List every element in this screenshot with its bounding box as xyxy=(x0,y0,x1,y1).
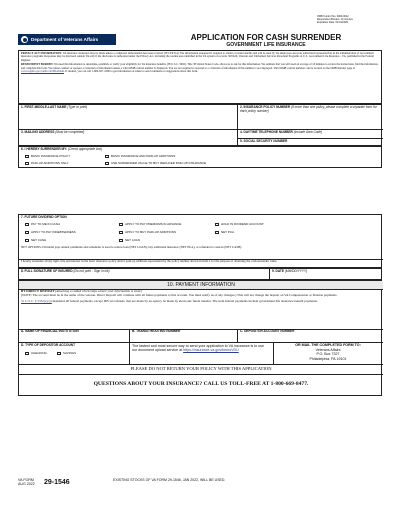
identity-section xyxy=(18,104,382,146)
burden-title: RESPONDENT BURDEN: xyxy=(21,63,54,67)
law-link[interactable]: 31 U.S.C. § 3332(e)-(i) xyxy=(21,298,52,303)
privacy-text: VA insurance deduction may be made unless a completed authorization has been received (38 CFR 8.4). The information requested is required to obtain or retain benefits and will be used by VA employees and your authorized representatives in the administration of Government insurance programs. Responses may be disclosed outside VA only if the disclosure is authorized under the Privacy Act, including the routine uses identified in the VA system of records, 36VA29, Veterans and Uniformed Services Personnel Programs of U.S. Government Life Insurance - VA, published in the Federal Register. xyxy=(21,52,374,62)
bank-name-field[interactable]: A. NAME OF FINANCIAL INSTITUTION xyxy=(21,329,79,333)
form-title: APPLICATION FOR CASH SURRENDER xyxy=(190,33,342,42)
upload-link[interactable]: https://insurance.va.gov/formsVDU xyxy=(183,348,239,353)
direct-deposit-block xyxy=(21,290,379,304)
checkbox[interactable] xyxy=(25,162,29,165)
section7-label: 7. FUTURE DIVIDEND OPTION xyxy=(21,215,67,219)
mail-line-2: P.O. Box 7327 xyxy=(316,352,340,357)
div-option-paid-up[interactable]: APPLY TO BUY PAID-UP ADDITIONS xyxy=(119,230,176,234)
burden-text: We need this information to determine, establish, or verify your eligibility for VA insurance benefits (38 U.S.C. 5902). Title 38 United States Code, allows us to ask for this information. We estimate that you will need an average of 10 minutes to review the instructions, find the information, and complete this form. VA cannot conduct or sponsor a collection of information unless a valid OMB control number is displayed. You are not required to respond to a collection of information if this number is not displayed. Valid OMB control numbers can be located on the OMB Internet page at xyxy=(21,63,379,70)
notices-box xyxy=(18,50,382,104)
ssn-field[interactable]: 5. SOCIAL SECURITY NUMBER xyxy=(240,139,288,143)
div-option-net-loan[interactable]: NET LOAN xyxy=(119,238,140,242)
checkbox[interactable] xyxy=(215,223,219,226)
section6-label: 6. I HEREBY SURRENDER MY: (Check appropriate box) xyxy=(21,147,103,151)
div-option-net-cash[interactable]: NET CASH xyxy=(25,238,46,242)
form-label: VA FORM xyxy=(18,478,34,482)
form-subtitle: GOVERNMENT LIFE INSURANCE xyxy=(226,42,306,48)
div-option-indebtedness[interactable]: APPLY TO PAY INDEBTEDNESS xyxy=(25,230,76,234)
omb-link[interactable]: www.reginfo.gov/public/do/PRAMain xyxy=(21,70,65,74)
mailing-address-field[interactable]: 3. MAILING ADDRESS (Must be completed) xyxy=(21,130,85,134)
net-options-note: NET OPTIONS: Dividend pays annual premiums and remainder is used to reduce loan (NET LOAN), buy additional insurance (NET PUA), or refunded to veteran (NET CASH). xyxy=(21,245,243,249)
checkbox[interactable] xyxy=(105,162,109,165)
checkbox[interactable] xyxy=(25,352,29,355)
payment-header: 10. PAYMENT INFORMATION xyxy=(19,281,383,290)
checkbox[interactable] xyxy=(25,223,29,226)
phone-field[interactable]: 4. DAYTIME TELEPHONE NUMBER (Include Area Code) xyxy=(240,130,323,134)
dividend-section xyxy=(18,214,382,268)
div-option-net-pua[interactable]: NET PUA xyxy=(215,230,234,234)
policy-return-notice: PLEASE DO NOT RETURN YOUR POLICY WITH THIS APPLICATION xyxy=(130,366,272,371)
checkbox[interactable] xyxy=(119,231,123,234)
checkbox[interactable] xyxy=(105,155,109,158)
signature-field[interactable]: 8. FULL SIGNATURE OF INSURED (Do not print - Sign in ink) xyxy=(21,269,110,273)
name-field[interactable]: 1. FIRST-MIDDLE-LAST NAME (Type or print) xyxy=(21,105,88,109)
privacy-title: PRIVACY ACT INFORMATION: xyxy=(21,52,63,55)
direct-deposit-note: (Attaching a voided check helps ensure your information is clear.) xyxy=(55,289,143,293)
burden-notice xyxy=(21,63,379,73)
supersede-note: EXISTING STOCKS OF VA FORM 29-1546, JAN 2022, WILL BE USED. xyxy=(113,478,226,482)
agency-name: Department of Veterans Affairs xyxy=(31,37,99,42)
account-type-checking[interactable]: CHECKING xyxy=(25,351,47,355)
form-date: AUG 2022 xyxy=(18,482,35,487)
law-text: mandates all federal payments, except IRS tax refunds, that are made by an agency be made by electronic funds transfer. The term federal payments include government life insurance benefit payments. xyxy=(52,298,318,303)
div-option-cash[interactable]: PAY TO ME IN CASH xyxy=(25,222,60,226)
form-number: 29-1546 xyxy=(44,479,70,486)
account-note: (NOTE: The account must be in the name of the veteran. Direct Deposit will continue with all future payments to this account. You must notify us of any changes.) This will not change the deposit on VA Compensation or Pension payments. xyxy=(21,292,338,297)
va-seal-icon xyxy=(21,36,28,43)
div-option-premiums[interactable]: APPLY TO PAY PREMIUMS IN ADVANCE xyxy=(119,222,181,226)
option-pua-only[interactable]: PAID-UP ADDITIONS ONLY xyxy=(25,161,69,165)
burden-tail: . If desired, you can call 1-800-827-1000 to get information on where to send comments or suggestions about this form. xyxy=(64,70,198,74)
checkbox[interactable] xyxy=(57,352,61,355)
routing-number-field[interactable]: B. TRANSIT/ROUTING NUMBER xyxy=(132,329,181,333)
mail-to-block xyxy=(275,343,381,361)
account-type-label: D. TYPE OF DEPOSITOR ACCOUNT xyxy=(21,343,76,347)
toll-free-notice: QUESTIONS ABOUT YOUR INSURANCE? CALL US TOLL-FREE AT 1-800-669-8477. xyxy=(93,381,309,387)
div-option-hold[interactable]: HOLD IN DIVIDEND ACCOUNT xyxy=(215,222,264,226)
option-basic-and-pua[interactable]: BASIC INSURANCE AND PAID-UP ADDITIONS xyxy=(105,154,175,158)
mail-title: OR MAIL THE COMPLETED FORM TO: xyxy=(295,343,361,347)
date-field[interactable]: 9. DATE (MM/DD/YYYY) xyxy=(272,269,308,273)
checkbox[interactable] xyxy=(119,239,123,242)
option-reduced-paid-up[interactable]: USE SURRENDER VALUE TO BUY REDUCED PAID-UP INSURANCE xyxy=(105,161,206,165)
account-type-savings[interactable]: SAVINGS xyxy=(57,351,76,355)
checkbox[interactable] xyxy=(215,231,219,234)
omb-burden: Respondent Burden: 10 minutes xyxy=(317,18,353,22)
checkbox[interactable] xyxy=(119,223,123,226)
online-upload-text: The fastest and most secure way to send your application to VA insurance is to use our document upload service at xyxy=(132,344,264,353)
mail-line-3: Philadelphia, PA 19101 xyxy=(309,356,347,361)
signature-section xyxy=(18,268,382,280)
checkbox[interactable] xyxy=(25,239,29,242)
agency-bar xyxy=(18,34,116,45)
policy-number-field[interactable]: 2. INSURANCE POLICY NUMBER (If more than one policy, please complete a separate form for each policy number) xyxy=(240,105,377,113)
account-number-field[interactable]: C. DEPOSITOR ACCOUNT NUMBER xyxy=(240,329,295,333)
omb-expiration: Expiration Date: 01/31/2025 xyxy=(317,21,348,25)
option-basic-policy[interactable]: BASIC INSURANCE POLICY xyxy=(25,154,70,158)
mail-line-1: Veterans Affairs xyxy=(315,347,341,352)
omb-control: OMB Control No. 2900-0012 xyxy=(317,15,349,18)
omb-info xyxy=(317,15,387,24)
checkbox[interactable] xyxy=(25,155,29,158)
certification-text: I hereby surrender all my right, title and interest in the basic insurance policy and/or paid-up additions represented by the policy number shown in Item 2 for the purpose of obtaining the cash surrender value. xyxy=(21,259,278,263)
surrender-section xyxy=(18,146,382,168)
direct-deposit-title: BY DIRECT DEPOSIT xyxy=(21,289,55,293)
privacy-notice xyxy=(21,52,379,62)
checkbox[interactable] xyxy=(25,231,29,234)
form-title-block xyxy=(150,33,382,49)
payment-section xyxy=(18,280,382,396)
online-upload-block xyxy=(132,344,270,353)
